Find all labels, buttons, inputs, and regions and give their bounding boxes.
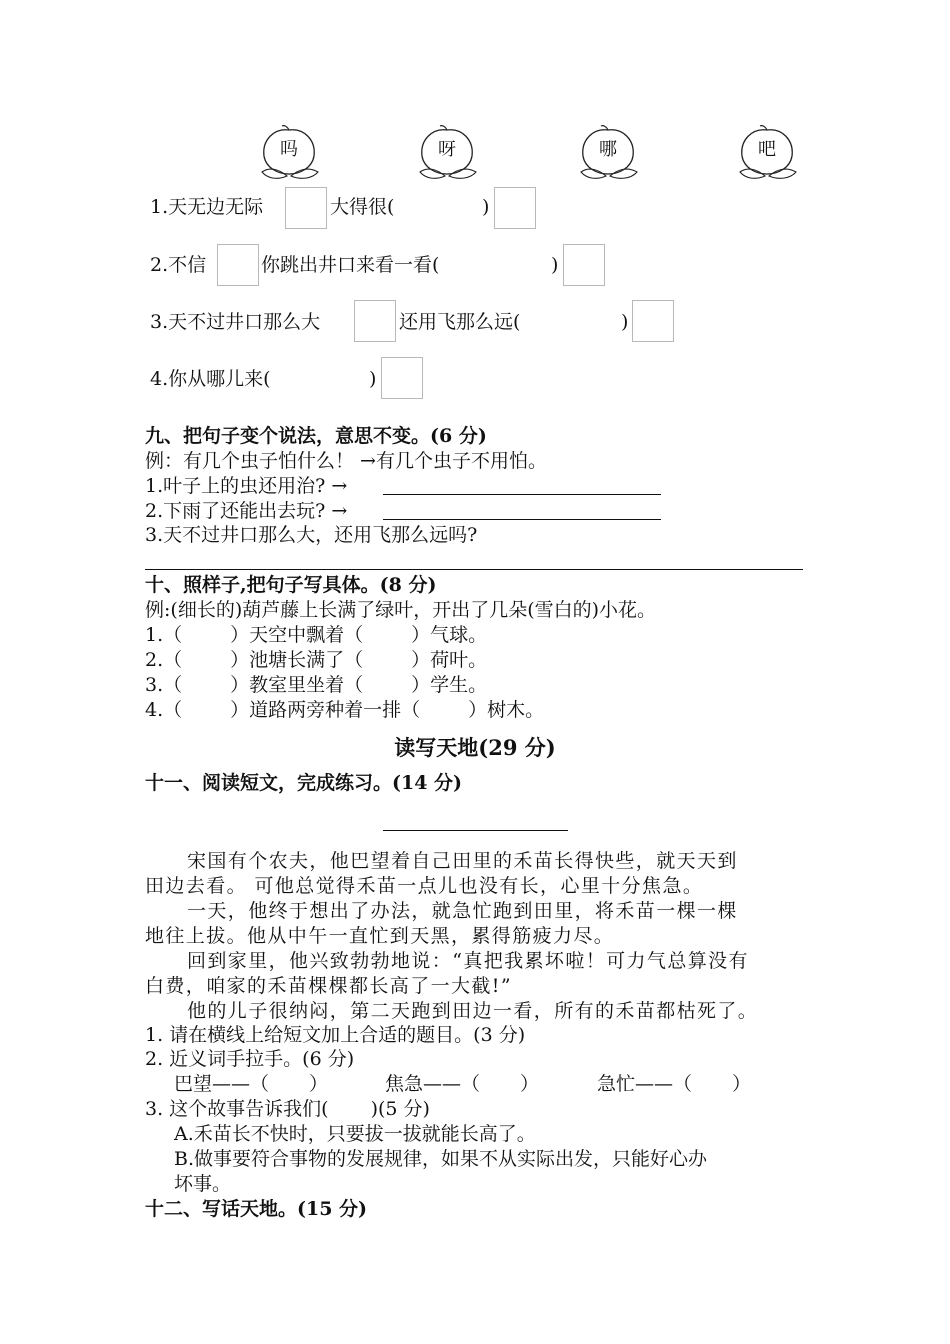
item-prefix: 3.（ bbox=[145, 674, 183, 696]
story-line-7: 他的儿子很纳闷，第二天跑到田边一看，所有的禾苗都枯死了。 bbox=[187, 1000, 759, 1022]
peach-word-3 bbox=[573, 124, 643, 186]
fill-line-2-part-a: 2.不信 bbox=[150, 254, 207, 276]
section-9-question-1: 1.叶子上的虫还用治? → bbox=[145, 475, 348, 497]
fill-line-1-part-b: 大得很( bbox=[330, 196, 395, 218]
section-10-item-3 bbox=[145, 673, 487, 698]
story-line-1: 宋国有个农夫，他巴望着自己田里的禾苗长得快些，就天天到 bbox=[187, 850, 738, 872]
fill-line-2-part-b: 你跳出井口来看一看( bbox=[261, 254, 440, 276]
synonym-pair-2: 焦急——（ ） bbox=[385, 1073, 540, 1095]
item-suffix: ）气球。 bbox=[411, 624, 488, 646]
answer-box[interactable] bbox=[285, 187, 327, 229]
fill-line-4-part-a: 4.你从哪儿来( bbox=[150, 368, 271, 390]
fill-line-2-part-c: ) bbox=[551, 254, 559, 276]
answer-box[interactable] bbox=[354, 300, 396, 342]
section-10-item-1 bbox=[145, 623, 487, 648]
section-11-question-3: 3. 这个故事告诉我们( )(5 分) bbox=[145, 1098, 430, 1120]
section-9-example: 例：有几个虫子怕什么！ →有几个虫子不用怕。 bbox=[145, 450, 547, 472]
section-12-title: 十二、写话天地。(15 分) bbox=[145, 1198, 368, 1220]
story-line-2: 田边去看。 可他总觉得禾苗一点儿也没有长，心里十分焦急。 bbox=[145, 875, 704, 897]
peach-word-4 bbox=[732, 124, 802, 186]
section-11-question-2: 2. 近义词手拉手。(6 分) bbox=[145, 1048, 355, 1070]
section-9-question-3: 3.天不过井口那么大，还用飞那么远吗? bbox=[145, 524, 478, 546]
peach-word-2 bbox=[412, 124, 482, 186]
peach-word-label: 吗 bbox=[280, 139, 298, 160]
story-title-line[interactable] bbox=[383, 830, 568, 831]
fill-line-1-part-a: 1.天无边无际 bbox=[150, 196, 264, 218]
item-middle: ）道路两旁种着一排（ bbox=[230, 699, 421, 721]
item-suffix: ）树木。 bbox=[468, 699, 545, 721]
section-10-item-4 bbox=[145, 698, 544, 723]
option-b-line-2: 坏事。 bbox=[174, 1173, 232, 1195]
section-10-item-2 bbox=[145, 648, 487, 673]
section-10-title: 十、照样子,把句子写具体。(8 分) bbox=[145, 574, 437, 596]
story-line-3: 一天，他终于想出了办法，就急忙跑到田里，将禾苗一棵一棵 bbox=[187, 900, 738, 922]
story-line-5: 回到家里，他兴致勃勃地说：“真把我累坏啦！可力气总算没有 bbox=[187, 950, 749, 972]
peach-word-label: 哪 bbox=[599, 139, 617, 160]
peach-word-label: 呀 bbox=[438, 139, 456, 160]
option-a: A.禾苗长不快时，只要拔一拔就能长高了。 bbox=[174, 1123, 536, 1145]
section-9-title: 九、把句子变个说法，意思不变。(6 分) bbox=[145, 425, 487, 447]
answer-line[interactable] bbox=[383, 519, 661, 520]
answer-box[interactable] bbox=[217, 244, 259, 286]
item-suffix: ）荷叶。 bbox=[411, 649, 488, 671]
item-prefix: 2.（ bbox=[145, 649, 183, 671]
peach-word-1 bbox=[254, 124, 324, 186]
part-title: 读写天地(29 分) bbox=[394, 735, 556, 760]
item-middle: ）池塘长满了（ bbox=[230, 649, 364, 671]
fill-line-3-part-a: 3.天不过井口那么大 bbox=[150, 311, 321, 333]
fill-line-1-part-c: ) bbox=[482, 196, 490, 218]
answer-box[interactable] bbox=[381, 357, 423, 399]
story-line-4: 地往上拔。他从中午一直忙到天黑，累得筋疲力尽。 bbox=[145, 925, 615, 947]
section-9-question-2: 2.下雨了还能出去玩? → bbox=[145, 500, 348, 522]
item-middle: ）天空中飘着（ bbox=[230, 624, 364, 646]
section-10-example: 例:(细长的)葫芦藤上长满了绿叶，开出了几朵(雪白的)小花。 bbox=[145, 599, 657, 621]
synonym-pair-3: 急忙——（ ） bbox=[597, 1073, 752, 1095]
answer-line[interactable] bbox=[383, 494, 661, 495]
peach-word-label: 吧 bbox=[758, 139, 776, 160]
answer-box[interactable] bbox=[563, 244, 605, 286]
item-prefix: 4.（ bbox=[145, 699, 183, 721]
item-suffix: ）学生。 bbox=[411, 674, 488, 696]
fill-line-3-part-b: 还用飞那么远( bbox=[399, 311, 521, 333]
fill-line-4-part-c: ) bbox=[369, 368, 377, 390]
answer-line[interactable] bbox=[145, 569, 803, 570]
option-b-line-1: B.做事要符合事物的发展规律，如果不从实际出发，只能好心办 bbox=[174, 1148, 708, 1170]
story-line-6: 白费，咱家的禾苗棵棵都长高了一大截!” bbox=[145, 975, 512, 997]
fill-line-3-part-c: ) bbox=[621, 311, 629, 333]
item-middle: ）教室里坐着（ bbox=[230, 674, 364, 696]
section-11-title: 十一、阅读短文，完成练习。(14 分) bbox=[145, 772, 463, 794]
answer-box[interactable] bbox=[494, 187, 536, 229]
answer-box[interactable] bbox=[632, 300, 674, 342]
synonym-pair-1: 巴望——（ ） bbox=[174, 1073, 329, 1095]
section-11-question-1: 1. 请在横线上给短文加上合适的题目。(3 分) bbox=[145, 1024, 526, 1046]
item-prefix: 1.（ bbox=[145, 624, 183, 646]
